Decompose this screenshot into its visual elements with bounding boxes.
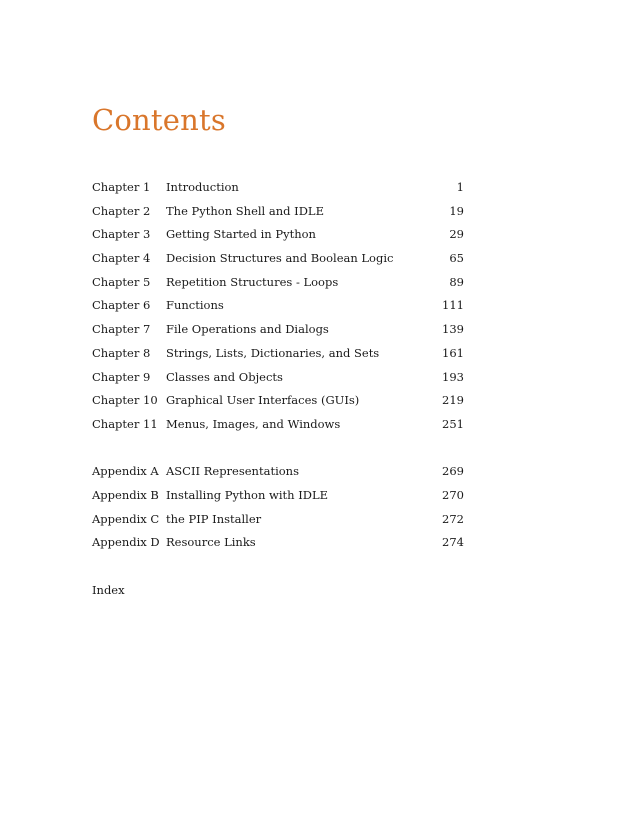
entry-title: Classes and Objects xyxy=(166,369,283,384)
entry-label: Chapter 8 xyxy=(92,345,151,360)
toc-entry-index[interactable] xyxy=(92,579,464,603)
entry-title: Menus, Images, and Windows xyxy=(166,416,341,431)
toc-entry-chapter-9[interactable] xyxy=(92,366,464,390)
toc-entry-appendix-c[interactable] xyxy=(92,508,464,532)
entry-label: Appendix A xyxy=(92,464,159,479)
toc-entry-chapter-3[interactable] xyxy=(92,223,464,247)
page-title: Contents xyxy=(92,103,226,137)
entry-label: Chapter 10 xyxy=(92,393,158,408)
table-of-contents xyxy=(92,176,464,602)
entry-title: Resource Links xyxy=(166,535,256,550)
toc-entry-chapter-10[interactable] xyxy=(92,389,464,413)
entry-title: Introduction xyxy=(166,180,239,194)
entry-page-number: 251 xyxy=(442,416,464,431)
toc-entry-chapter-2[interactable] xyxy=(92,200,464,224)
entry-label: Chapter 4 xyxy=(92,251,151,266)
entry-title: Installing Python with IDLE xyxy=(166,487,329,502)
entry-title: Getting Started in Python xyxy=(166,227,316,242)
entry-title: the PIP Installer xyxy=(166,511,262,526)
entry-page-number: 139 xyxy=(442,322,464,337)
entry-label: Appendix D xyxy=(92,535,160,550)
entry-label: Index xyxy=(92,582,125,597)
entry-page-number: 161 xyxy=(442,345,464,360)
section-gap xyxy=(92,555,464,579)
toc-entry-chapter-11[interactable] xyxy=(92,413,464,437)
entry-label: Chapter 6 xyxy=(92,298,151,313)
toc-entry-chapter-7[interactable] xyxy=(92,318,464,342)
entry-page-number: 29 xyxy=(449,227,464,242)
entry-page-number: 1 xyxy=(456,180,464,194)
toc-entry-chapter-4[interactable] xyxy=(92,247,464,271)
entry-title: Functions xyxy=(166,298,224,313)
entry-page-number: 111 xyxy=(442,298,464,313)
entry-title: File Operations and Dialogs xyxy=(166,322,329,337)
entry-label: Chapter 9 xyxy=(92,369,151,384)
entry-title: Repetition Structures - Loops xyxy=(166,274,339,289)
entry-page-number: 193 xyxy=(442,369,464,384)
entry-page-number: 89 xyxy=(449,274,464,289)
entry-label: Chapter 5 xyxy=(92,274,151,289)
entry-title: Decision Structures and Boolean Logic xyxy=(166,251,394,266)
toc-entry-appendix-b[interactable] xyxy=(92,484,464,508)
entry-page-number: 269 xyxy=(442,464,464,479)
entry-label: Chapter 7 xyxy=(92,322,151,337)
entry-page-number: 270 xyxy=(442,487,464,502)
entry-label: Appendix B xyxy=(92,487,159,502)
entry-label: Chapter 1 xyxy=(92,180,151,194)
entry-page-number: 65 xyxy=(449,251,464,266)
toc-entry-chapter-1[interactable] xyxy=(92,176,464,200)
section-gap xyxy=(92,437,464,461)
toc-entry-chapter-6[interactable] xyxy=(92,294,464,318)
chapter-list xyxy=(92,176,464,437)
entry-page-number: 272 xyxy=(442,511,464,526)
toc-entry-appendix-d[interactable] xyxy=(92,531,464,555)
entry-label: Chapter 3 xyxy=(92,227,151,242)
entry-page-number: 19 xyxy=(449,203,464,218)
entry-label: Chapter 11 xyxy=(92,416,158,431)
toc-entry-chapter-8[interactable] xyxy=(92,342,464,366)
entry-title: Graphical User Interfaces (GUIs) xyxy=(166,393,360,408)
entry-page-number: 219 xyxy=(442,393,464,408)
toc-entry-chapter-5[interactable] xyxy=(92,271,464,295)
toc-entry-appendix-a[interactable] xyxy=(92,460,464,484)
entry-label: Appendix C xyxy=(92,511,160,526)
entry-title: The Python Shell and IDLE xyxy=(166,203,324,218)
entry-page-number: 274 xyxy=(442,535,464,550)
appendix-list xyxy=(92,460,464,555)
entry-label: Chapter 2 xyxy=(92,203,151,218)
entry-title: Strings, Lists, Dictionaries, and Sets xyxy=(166,345,380,360)
entry-title: ASCII Representations xyxy=(166,464,299,479)
